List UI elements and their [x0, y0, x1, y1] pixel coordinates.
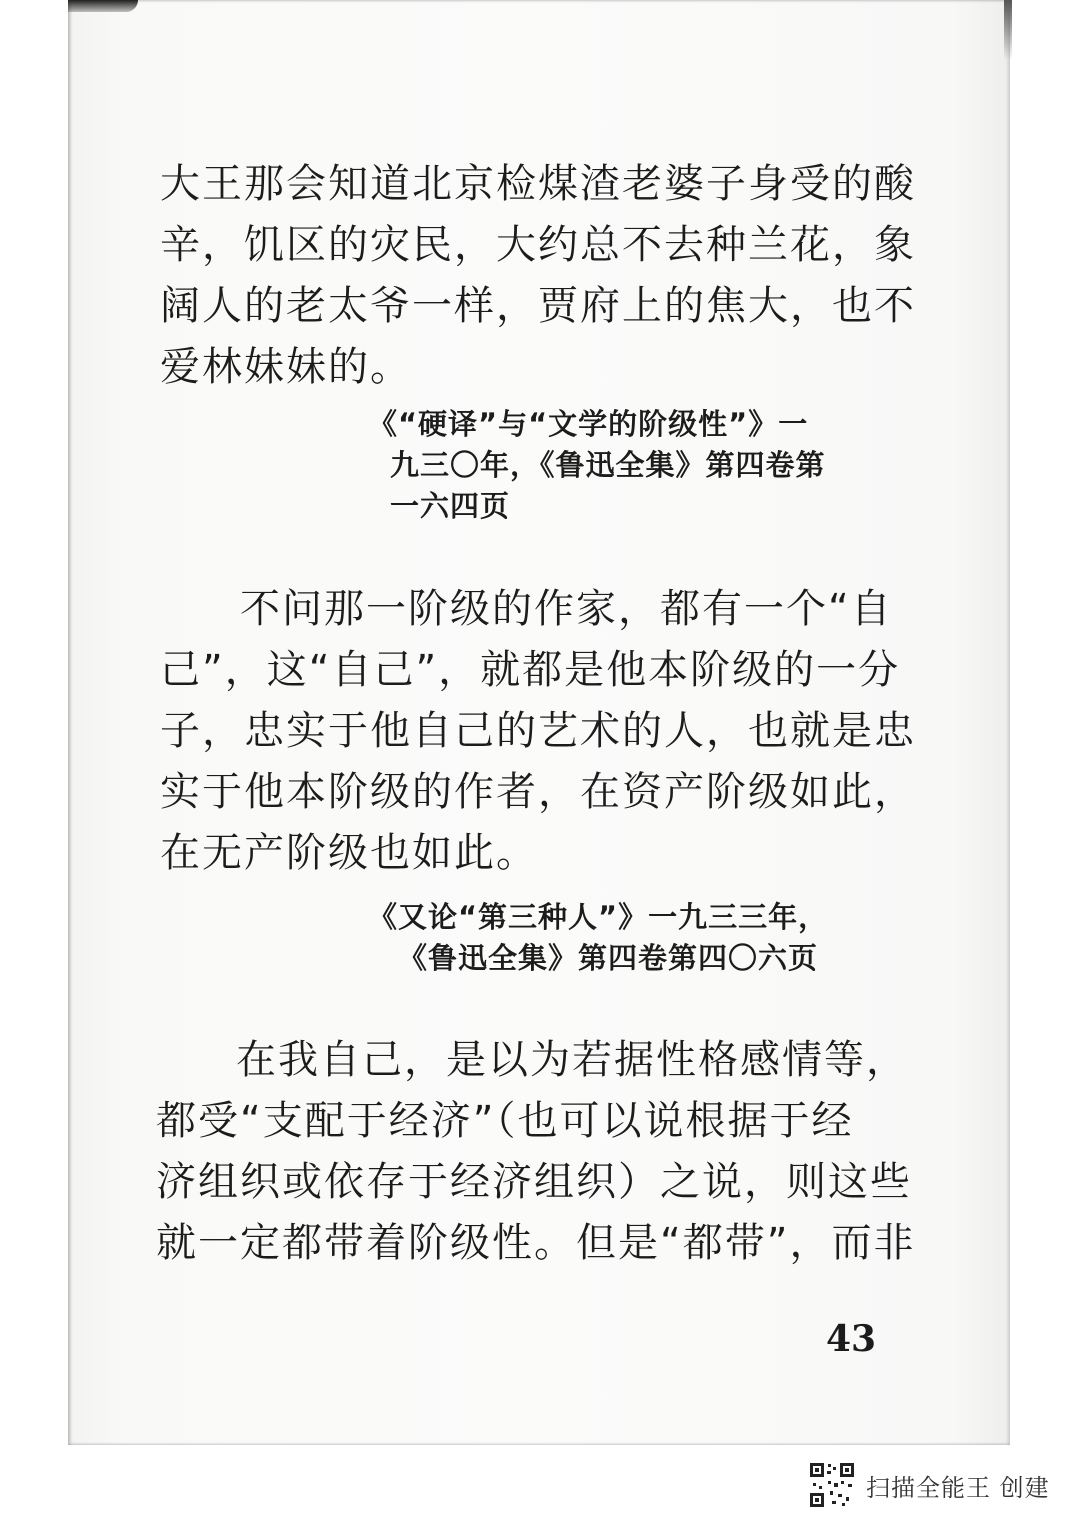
text-line: 实于他本阶级的作者，在资产阶级如此，: [160, 769, 916, 815]
text-line: 阔人的老太爷一样，贾府上的焦大，也不: [160, 283, 916, 329]
page-shadow-top: [68, 0, 138, 12]
text-line: 济组织或依存于经济组织）之说，则这些: [156, 1159, 912, 1205]
text-line: 就一定都带着阶级性。但是“都带”，而非: [156, 1220, 916, 1266]
scanner-label: 扫描全能王 创建: [866, 1473, 1050, 1502]
text-line: 不问那一阶级的作家，都有一个“自: [240, 586, 893, 632]
citation-line: 九三〇年，《鲁迅全集》第四卷第: [390, 448, 826, 482]
text-line: 辛，饥区的灾民，大约总不去种兰花，象: [160, 222, 916, 268]
citation-2: [368, 897, 868, 979]
paragraph-2: [160, 579, 916, 884]
page-shadow-right: [1004, 0, 1012, 60]
text-line: 爱林妹妹的。: [160, 344, 412, 390]
text-line: 在无产阶级也如此。: [160, 830, 538, 876]
text-line: 在我自己，是以为若据性格感情等，: [236, 1037, 908, 1083]
qr-code-icon: [808, 1461, 856, 1509]
text-line: 己”，这“自己”，就都是他本阶级的一分: [160, 647, 901, 693]
scanner-watermark: [808, 1460, 1050, 1510]
citation-line: 一六四页: [390, 489, 511, 523]
citation-line: 《又论“第三种人”》一九三三年，: [368, 900, 829, 934]
citation-line: 《“硬译”与“文学的阶级性”》一: [368, 407, 809, 441]
paragraph-3: [156, 1030, 916, 1274]
citation-1: [368, 404, 868, 527]
paragraph-1: [160, 154, 916, 398]
page-number: 43: [826, 1318, 877, 1360]
text-line: 子，忠实于他自己的艺术的人，也就是忠: [160, 708, 916, 754]
citation-line: 《鲁迅全集》第四卷第四〇六页: [398, 941, 819, 975]
text-line: 都受“支配于经济”（也可以说根据于经: [156, 1098, 854, 1144]
text-line: 大王那会知道北京检煤渣老婆子身受的酸: [160, 161, 916, 207]
